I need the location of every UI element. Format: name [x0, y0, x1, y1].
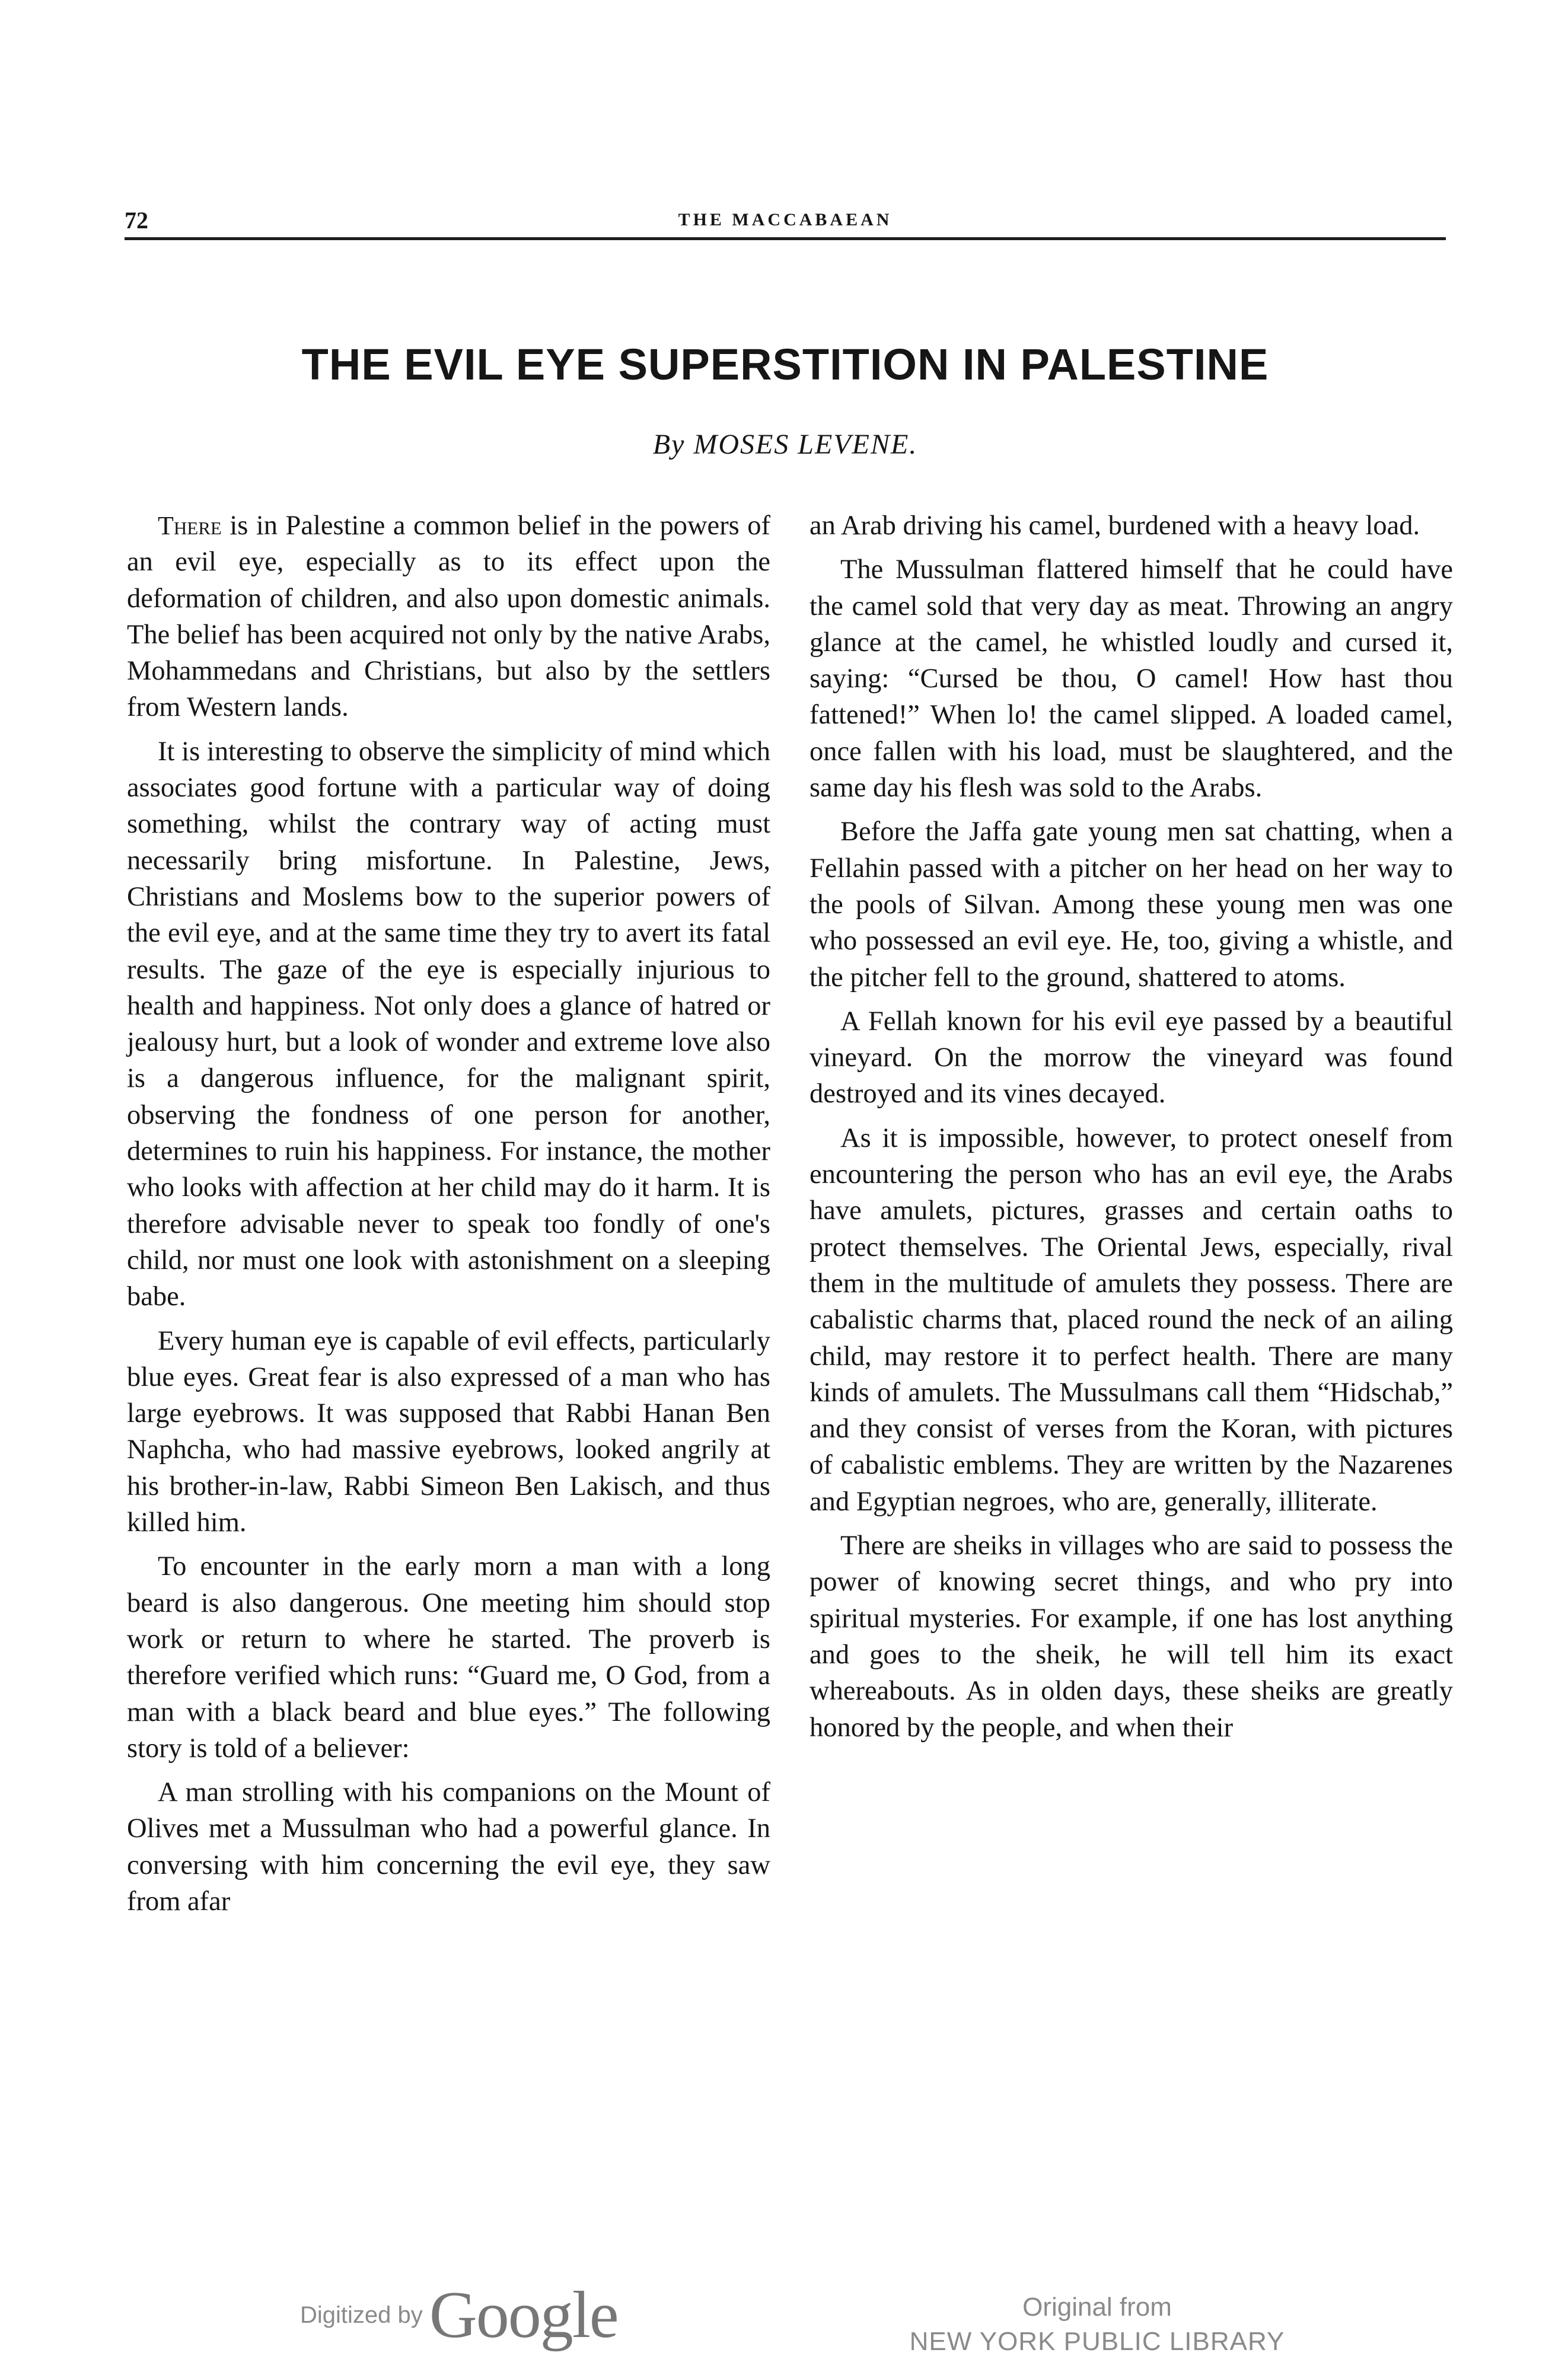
paragraph-continued: an Arab driving his camel, burdened with a heavy load. — [810, 511, 1420, 541]
header-rule — [125, 237, 1446, 240]
paragraph-6: The Mussulman flattered himself that he could have the camel sold that very day as meat. Throwing an angry glance at the camel, he whistled loudly and cursed it, saying: “Cursed be thou, O camel! How hast thou fattened!” When lo! the camel slipped. A loaded camel, once fallen with his load, must be slaughtered, and the same day his flesh was sold to the Arabs. — [810, 554, 1453, 804]
digitized-by-watermark — [300, 2277, 618, 2354]
digitized-label: Digitized by — [300, 2302, 423, 2328]
paragraph-9: As it is impossible, however, to protect oneself from encountering the person who has an evil eye, the Arabs have amulets, pictures, grasses and certain oaths to protect themselves. The Oriental Jews, especially, rival them in the multitude of amulets they possess. There are cabalistic charms that, placed round the neck of an ailing child, may restore it to perfect health. There are many kinds of amulets. The Mussulmans call them “Hidschab,” and they consist of verses from the Koran, with pictures of cabalistic emblems. They are written by the Nazarenes and Egyptian negroes, who are, generally, illiterate. — [810, 1123, 1453, 1517]
library-credit — [878, 2290, 1317, 2359]
paragraph-10: There are sheiks in villages who are said to possess the power of knowing secret things, and who pry into spiritual mysteries. For example, if one has lost anything and goes to the sheik, he will tell him its exact whereabouts. As in olden days, these sheiks are greatly honored by the people, and when their — [810, 1531, 1453, 1743]
page-number: 72 — [125, 207, 148, 234]
left-column — [127, 508, 770, 1927]
right-column — [810, 508, 1453, 1754]
google-logo: Google — [429, 2278, 618, 2352]
lead-word: There — [158, 511, 222, 540]
journal-title: THE MACCABAEAN — [678, 210, 893, 229]
paragraph-3: Every human eye is capable of evil effects, particularly blue eyes. Great fear is also expressed of a man who has large eyebrows. It was supposed that Rabbi Hanan Ben Naphcha, who had massive eyebrows, looked angrily at his brother-in-law, Rabbi Simeon Ben Lakisch, and thus killed him. — [127, 1325, 770, 1538]
article-title: THE EVIL EYE SUPERSTITION IN PALESTINE — [301, 340, 1269, 389]
paragraph-8: A Fellah known for his evil eye passed by a beautiful vineyard. On the morrow the vineyard was found destroyed and its vines decayed. — [810, 1006, 1453, 1110]
original-from-label: Original from — [1022, 2293, 1172, 2322]
running-head — [125, 203, 1446, 240]
paragraph-1-text: is in Palestine a common belief in the powers of an evil eye, especially as to its effect upon the deformation of children, and also upon domestic animals. The belief has been acquired not only by the native Arabs, Mohammedans and Christians, but also by the settlers from Western lands. — [127, 511, 770, 723]
paragraph-5: A man strolling with his companions on the Mount of Olives met a Mussulman who had a powerful glance. In conversing with him concerning the evil eye, they saw from afar — [127, 1777, 770, 1917]
library-name: NEW YORK PUBLIC LIBRARY — [909, 2327, 1285, 2356]
paragraph-2: It is interesting to observe the simplicity of mind which associates good fortune with a particular way of doing something, whilst the contrary way of acting must necessarily bring misfortune. In Palestine, Jews, Christians and Moslems bow to the superior powers of the evil eye, and at the same time they try to avert its fatal results. The gaze of the eye is especially injurious to health and happiness. Not only does a glance of hatred or jealousy hurt, but a look of wonder and extreme love also is a dangerous influence, for the malignant spirit, observing the fondness of one person for another, determines to ruin his happiness. For instance, the mother who looks with affection at her child may do it harm. It is therefore advisable never to speak too fondly of one's child, nor must one look with astonishment on a sleeping babe. — [127, 736, 770, 1312]
paragraph-4: To encounter in the early morn a man with a long beard is also dangerous. One meeting him should stop work or return to where he started. The proverb is therefore verified which runs: “Guard me, O God, from a man with a black beard and blue eyes.” The following story is told of a believer: — [127, 1551, 770, 1764]
paragraph-7: Before the Jaffa gate young men sat chatting, when a Fellahin passed with a pitcher on her head on her way to the pools of Silvan. Among these young men was one who possessed an evil eye. He, too, giving a whistle, and the pitcher fell to the ground, shattered to atoms. — [810, 817, 1453, 993]
article-byline: By MOSES LEVENE. — [652, 429, 918, 460]
paragraph-1 — [127, 508, 770, 726]
